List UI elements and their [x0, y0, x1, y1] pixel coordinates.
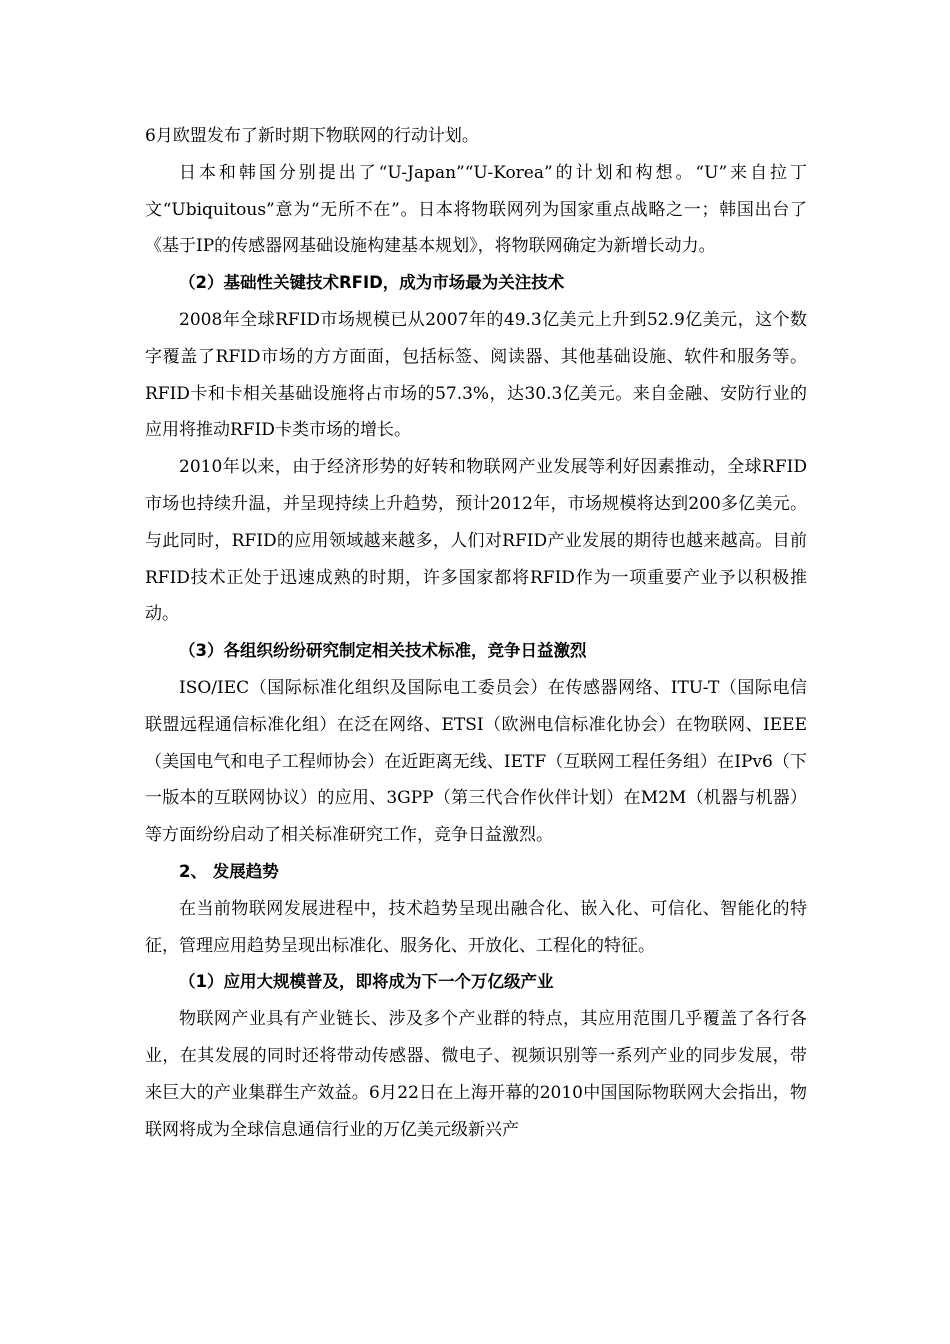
- document-body: [145, 118, 807, 1148]
- heading-rfid: （2）基础性关键技术RFID，成为市场最为关注技术: [179, 273, 565, 293]
- paragraph-rfid-market-2008: 2008年全球RFID市场规模已从2007年的49.3亿美元上升到52.9亿美元，这个数字覆盖了RFID市场的方方面面，包括标签、阅读器、其他基础设施、软件和服务等。RFID卡和卡相关基础设施将占市场的57.3%，达30.3亿美元。来自金融、安防行业的应用将推动RFID卡类市场的增长。: [145, 309, 807, 441]
- paragraph-trillion-industry: 物联网产业具有产业链长、涉及多个产业群的特点，其应用范围几乎覆盖了各行各业，在其发展的同时还将带动传感器、微电子、视频识别等一系列产业的同步发展，带来巨大的产业集群生产效益。6月22日在上海开幕的2010中国国际物联网大会指出，物联网将成为全球信息通信行业的万亿美元级新兴产: [145, 1009, 807, 1140]
- heading-trillion-industry: （1）应用大规模普及，即将成为下一个万亿级产业: [179, 972, 554, 992]
- heading-standards: （3）各组织纷纷研究制定相关技术标准，竞争日益激烈: [179, 641, 587, 661]
- paragraph-japan-korea: 日本和韩国分别提出了“U-Japan”“U-Korea”的计划和构想。“U”来自拉丁文“Ubiquitous”意为“无所不在”。日本将物联网列为国家重点战略之一；韩国出台了《基于IP的传感器网基础设施构建基本规划》，将物联网确定为新增长动力。: [145, 162, 807, 257]
- heading-development-trends: 2、 发展趋势: [179, 861, 279, 881]
- paragraph-eu-plan: 6月欧盟发布了新时期下物联网的行动计划。: [145, 126, 479, 146]
- paragraph-rfid-market-2010: 2010年以来，由于经济形势的好转和物联网产业发展等利好因素推动，全球RFID市场也持续升温，并呈现持续上升趋势，预计2012年，市场规模将达到200多亿美元。与此同时，RFID的应用领域越来越多，人们对RFID产业发展的期待也越来越高。目前RFID技术正处于迅速成熟的时期，许多国家都将RFID作为一项重要产业予以积极推动。: [145, 457, 807, 625]
- paragraph-standards: ISO/IEC（国际标准化组织及国际电工委员会）在传感器网络、ITU-T（国际电信联盟远程通信标准化组）在泛在网络、ETSI（欧洲电信标准化协会）在物联网、IEEE（美国电气和电子工程师协会）在近距离无线、IETF（互联网工程任务组）在IPv6（下一版本的互联网协议）的应用、3GPP（第三代合作伙伴计划）在M2M（机器与机器）等方面纷纷启动了相关标准研究工作，竞争日益激烈。: [145, 677, 807, 846]
- paragraph-development-trends: 在当前物联网发展进程中，技术趋势呈现出融合化、嵌入化、可信化、智能化的特征，管理应用趋势呈现出标准化、服务化、开放化、工程化的特征。: [145, 898, 807, 956]
